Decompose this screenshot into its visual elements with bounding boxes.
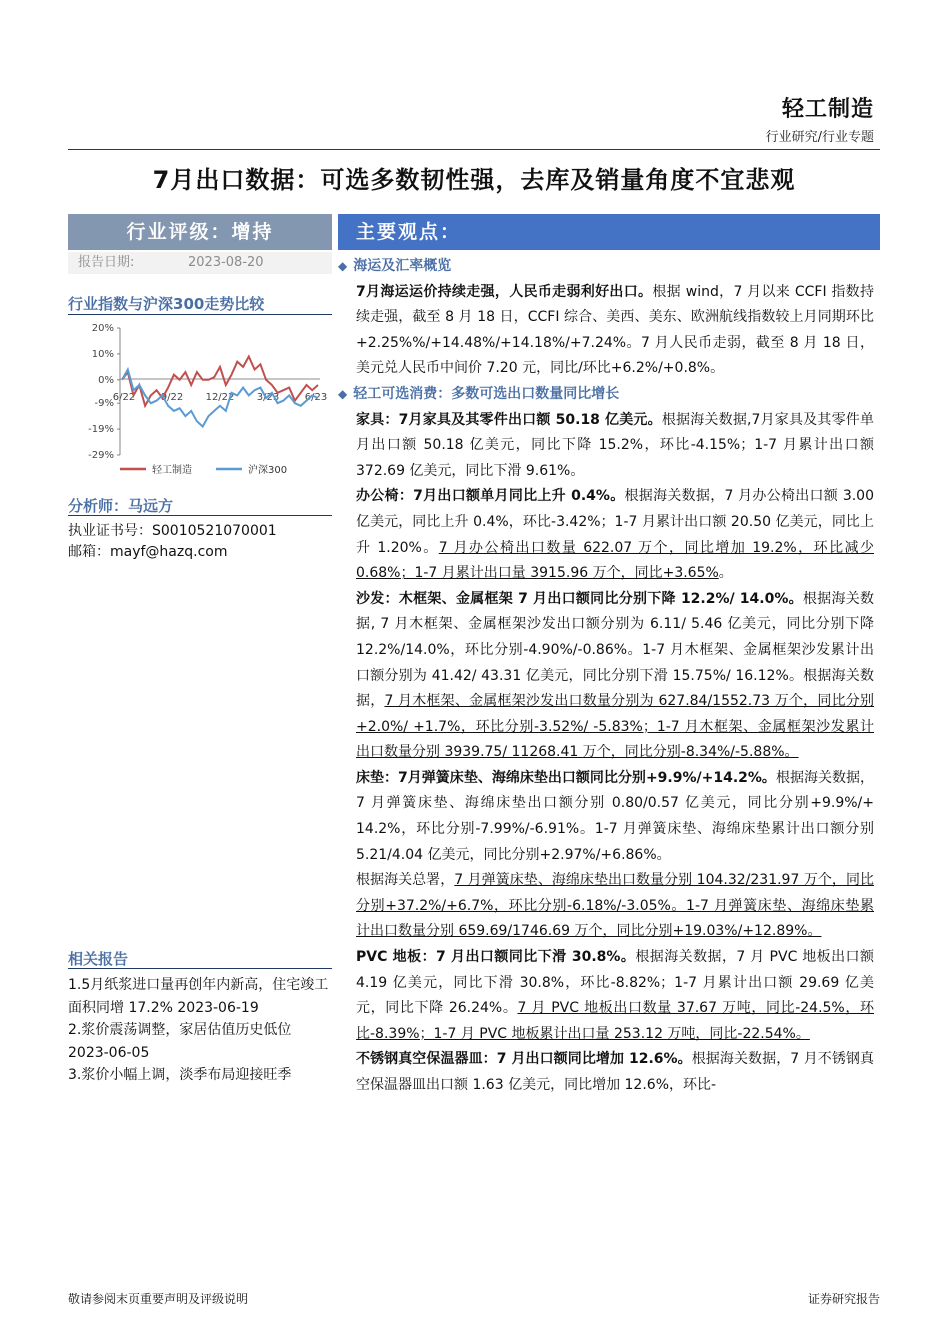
paragraph-text: 根据海关数据, 7 月木框架、金属框架沙发出口额分别为 6.11/ 5.46 亿美元，同比分别下降 12.2%/14.0%，环比分别-4.90%/-0.86%。1-7 月木框架、金属框架沙发累计出口额分别为 41.42/ 43.31 亿美元，同比分别下滑 15.75%/ 16.12%。根据海关数据， <box>356 590 875 710</box>
x-tick-label: 6/22 <box>112 391 136 403</box>
y-tick-label: -19% <box>88 424 114 436</box>
paragraph-lead: PVC 地板：7 月出口额同比下滑 30.8%。 <box>356 949 636 966</box>
paragraph-text: 根据海关数据，7 月弹簧床垫、海绵床垫出口额分别 0.80/0.57 亿美元，同比分别+9.9%/+ 14.2%，环比分别-7.99%/-6.91%。1-7 月弹簧床垫、海绵床垫累计出口额分别 5.21/4.04 亿美元，同比分别+2.97%/+6.86%。 <box>356 769 874 863</box>
related-report-item[interactable]: 2.浆价震荡调整，家居估值历史低位 2023-06-05 <box>68 1022 292 1061</box>
paragraph-text: 根据海关数据，7 月 PVC 地板出口额 4.19 亿美元，同比下滑 30.8%，环比-8.82%；1-7 月累计出口额 29.69 亿美元，同比下降 26.24%。 <box>356 949 874 1017</box>
paragraph-text: 。 <box>718 565 733 582</box>
paragraph-lead: 沙发：木框架、金属框架 7 月出口额同比分别下降 12.2%/ 14.0%。 <box>356 590 803 607</box>
top-divider <box>68 149 880 150</box>
section-heading <box>338 382 874 408</box>
diamond-bullet-icon: ◆ <box>338 386 348 401</box>
main-views-header: 主要观点： <box>338 214 880 250</box>
section-heading-text: 轻工可选消费：多数可选出口数量同比增长 <box>353 385 620 402</box>
paragraph <box>356 408 874 485</box>
paragraph-lead: 不锈钢真空保温器皿：7 月出口额同比增加 12.6%。 <box>356 1051 692 1068</box>
diamond-bullet-icon: ◆ <box>338 259 348 273</box>
chart-title-divider <box>68 314 332 315</box>
related-reports-list <box>68 974 330 1087</box>
analyst-email: 邮箱：mayf@hazq.com <box>68 544 228 560</box>
main-views-body <box>338 254 875 1099</box>
paragraph-lead: 床垫：7月弹簧床垫、海绵床垫出口额同比分别+9.9%/+14.2%。 <box>356 769 776 786</box>
report-date-row <box>68 252 332 274</box>
paragraph-lead: 家具：7月家具及其零件出口额 50.18 亿美元。 <box>356 411 662 428</box>
section-heading <box>338 254 874 280</box>
industry-rating: 行业评级：增持 <box>68 214 332 250</box>
paragraph <box>356 280 874 382</box>
y-tick-label: -9% <box>94 398 114 410</box>
y-tick-label: -29% <box>88 450 114 461</box>
brand-title: 轻工制造 <box>781 97 874 122</box>
section-heading-text: 海运及汇率概览 <box>353 258 452 274</box>
legend-label: 沪深300 <box>248 465 288 476</box>
y-tick-label: 10% <box>91 348 114 360</box>
x-tick-label: 12/22 <box>205 391 235 403</box>
paragraph-lead: 办公椅：7月出口额单月同比上升 0.4%。 <box>356 488 625 505</box>
related-report-item[interactable]: 3.浆价小幅上调，淡季布局迎接旺季 <box>68 1067 292 1083</box>
chart-title: 行业指数与沪深300走势比较 <box>68 295 265 313</box>
paragraph <box>356 1047 874 1098</box>
paragraph-underlined: 7 月 PVC 地板出口数量 37.67 万吨，同比-24.5%，环比-8.39%；1-7 月 PVC 地板累计出口量 253.12 万吨，同比-22.54%。 <box>356 1000 874 1042</box>
footer-doc-type: 证券研究报告 <box>807 1292 880 1306</box>
paragraph-underlined: 7 月办公椅出口数量 622.07 万个，同比增加 19.2%，环比减少 0.68%；1-7 月累计出口量 3915.96 万个，同比+3.65% <box>356 539 874 582</box>
analyst-divider <box>68 515 332 516</box>
y-tick-label: 20% <box>91 323 114 334</box>
paragraph-text: 根据海关数据，7 月办公椅出口额 3.00 亿美元，同比上升 0.4%，环比-3.42%；1-7 月累计出口额 20.50 亿美元，同比上升 1.20%。 <box>356 488 874 556</box>
certificate-number: 执业证书号：S0010521070001 <box>68 523 277 539</box>
paragraph <box>356 868 874 945</box>
report-date-value: 2023-08-20 <box>188 255 264 270</box>
analyst-name: 分析师：马远方 <box>68 497 174 515</box>
paragraph-lead: 7月海运运价持续走强，人民币走弱利好出口。 <box>356 283 653 300</box>
related-report-item[interactable]: 1.5月纸浆进口量再创年内新高，住宅竣工面积同增 17.2% 2023-06-19 <box>68 977 329 1016</box>
paragraph <box>356 766 874 868</box>
report-date-label: 报告日期: <box>78 255 135 270</box>
paragraph-text: 根据海关总署， <box>356 872 455 889</box>
y-tick-label: 0% <box>98 374 114 386</box>
paragraph-text: 根据海关数据，7 月不锈钢真空保温器皿出口额 1.63 亿美元，同比增加 12.6%，环比- <box>356 1051 875 1093</box>
x-tick-label: 3/23 <box>256 391 280 403</box>
x-tick-label: 9/22 <box>160 391 184 403</box>
x-tick-label: 6/23 <box>304 391 328 403</box>
paragraph-underlined: 7 月木框架、金属框架沙发出口数量分别为 627.84/1552.73 万个，同比分别+2.0%/ +1.7%，环比分别-3.52%/ -5.83%；1-7 月木框架、金属框架沙发累计出口数量分别 3939.75/ 11268.41 万个，同比分别-8.34%/-5.88%。 <box>356 693 875 761</box>
paragraph <box>356 587 874 766</box>
paragraph-underlined: 7 月弹簧床垫、海绵床垫出口数量分别 104.32/231.97 万个，同比分别+37.2%/+6.7%，环比分别-6.18%/-3.05%。1-7 月弹簧床垫、海绵床垫累计出口数量分别 659.69/1746.69 万个，同比分别+19.03%/+12.89%。 <box>356 872 874 940</box>
paragraph-text: 根据海关数据,7月家具及其零件单月出口额 50.18 亿美元，同比下降 15.2%，环比-4.15%；1-7 月累计出口额 372.69 亿美元，同比下滑 9.61%。 <box>356 411 874 479</box>
related-divider <box>68 968 332 969</box>
footer-disclaimer: 敬请参阅末页重要声明及评级说明 <box>68 1292 249 1306</box>
doc-type: 行业研究/行业专题 <box>765 130 874 145</box>
index-comparison-chart <box>68 318 330 483</box>
legend-label: 轻工制造 <box>152 465 192 476</box>
paragraph <box>356 484 874 586</box>
related-reports-title: 相关报告 <box>68 950 129 968</box>
paragraph-text: 根据 wind，7 月以来 CCFI 指数持续走强，截至 8 月 18 日，CCFI 综合、美西、美东、欧洲航线指数较上月同期环比+2.25%%/+14.48%/+14.18%/+7.24%。7 月人民币走弱，截至 8 月 18 日，美元兑人民币中间价 7.20 元，同比/环比+6.2%/+0.8%。 <box>356 283 874 377</box>
report-title: 7月出口数据：可选多数韧性强，去库及销量角度不宜悲观 <box>152 166 796 194</box>
paragraph <box>356 945 874 1047</box>
